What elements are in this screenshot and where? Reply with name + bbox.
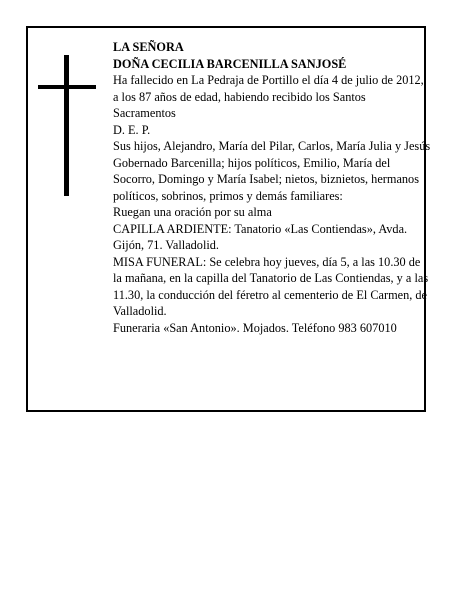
obituary-text [113,39,431,336]
deceased-name: DOÑA CECILIA BARCENILLA SANJOSÉ [113,56,347,71]
cross-vertical-bar [64,55,69,196]
funeral-mass-info: MISA FUNERAL: Se celebra hoy jueves, día 5, a las 10.30 de la mañana, en la capilla del Tanatorio de Las Contiendas, y a las 11.30, la conducción del féretro al cementerio de El Carmen, de Valladolid. [113,254,429,318]
death-announcement: Ha fallecido en La Pedraja de Portillo el día 4 de julio de 2012, a los 87 años de edad, habiendo recibido los Santos Sacramentos [113,73,424,120]
rest-in-peace: D. E. P. [113,122,151,137]
funeral-home-info: Funeraria «San Antonio». Mojados. Teléfono 983 607010 [113,320,397,335]
cross-horizontal-bar [38,85,96,89]
chapel-info: CAPILLA ARDIENTE: Tanatorio «Las Contiendas», Avda. Gijón, 71. Valladolid. [113,221,408,252]
heading: LA SEÑORA [113,40,184,54]
family-list: Sus hijos, Alejandro, María del Pilar, Carlos, María Julia y Jesús Gobernado Barcenilla; hijos políticos, Emilio, María del Socorro, Domingo y María Isabel; nietos, biznietos, hermanos políticos, sobrinos, primos y demás familiares: [113,139,431,203]
prayer-request: Ruegan una oración por su alma [113,205,272,219]
